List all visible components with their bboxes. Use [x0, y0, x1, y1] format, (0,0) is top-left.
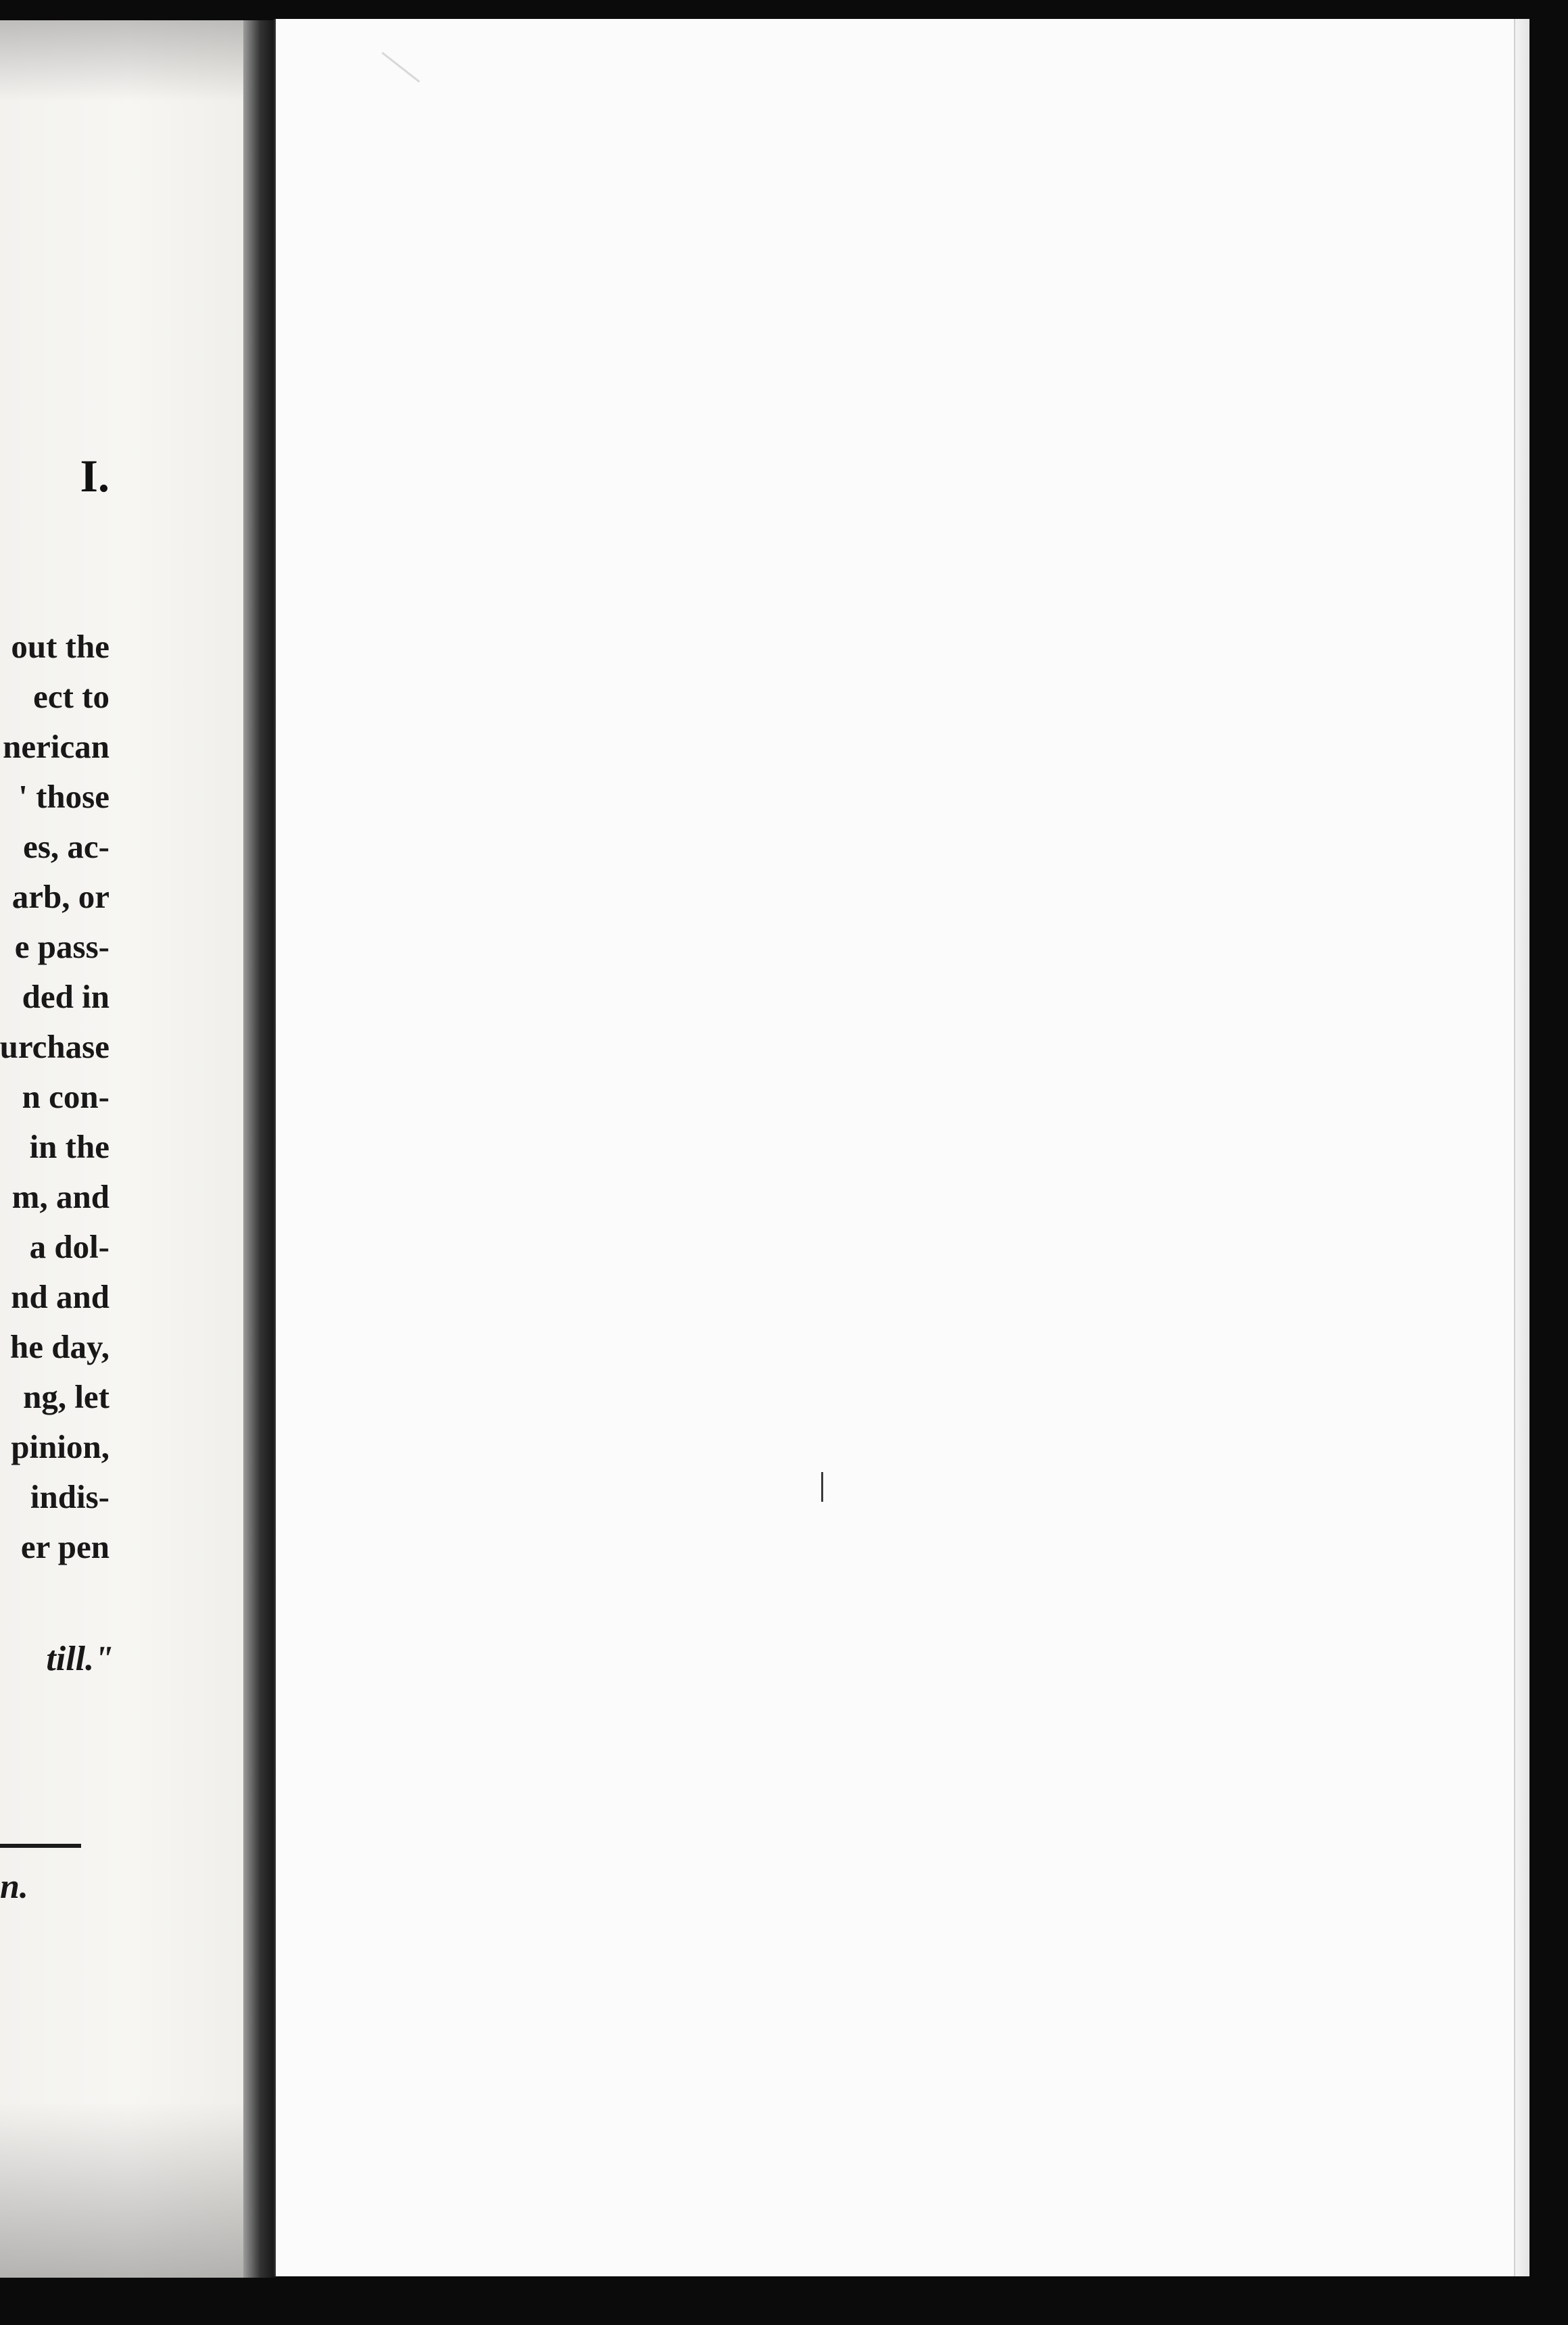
scan-border-right — [1529, 0, 1568, 2325]
text-line: indis- — [30, 1478, 109, 1515]
left-page-fragment — [0, 20, 257, 2278]
page-shadow-bottom — [0, 2102, 257, 2278]
text-line: he day, — [9, 1328, 109, 1365]
quote-ending: till." — [46, 1640, 114, 1678]
text-line: a dol- — [29, 1228, 109, 1265]
text-line: m, and — [11, 1178, 109, 1215]
text-line: in the — [29, 1128, 109, 1165]
blank-right-page — [274, 19, 1532, 2276]
text-line: nd and — [11, 1278, 109, 1315]
ink-fleck — [821, 1472, 823, 1502]
horizontal-rule — [0, 1844, 81, 1848]
text-line: es, ac- — [23, 828, 109, 865]
page-shadow-top — [0, 20, 257, 101]
text-line: nerican — [3, 728, 109, 765]
paper-crease — [381, 52, 420, 82]
text-line: ect to — [33, 678, 109, 715]
text-line: e pass- — [14, 928, 109, 965]
text-line: ded in — [22, 978, 109, 1015]
body-text-lines — [0, 622, 109, 1572]
text-line: er pen — [20, 1528, 109, 1565]
text-line: ' those — [18, 778, 109, 815]
heading-fragment: I. — [80, 450, 109, 501]
signature-fragment: n. — [0, 1867, 28, 1906]
text-line: arb, or — [11, 878, 109, 915]
text-line: ng, let — [23, 1378, 109, 1415]
text-line: n con- — [22, 1078, 109, 1115]
text-line: urchase — [0, 1028, 109, 1065]
text-line: pinion, — [11, 1428, 109, 1465]
book-gutter — [243, 20, 277, 2278]
text-line: out the — [11, 628, 109, 665]
